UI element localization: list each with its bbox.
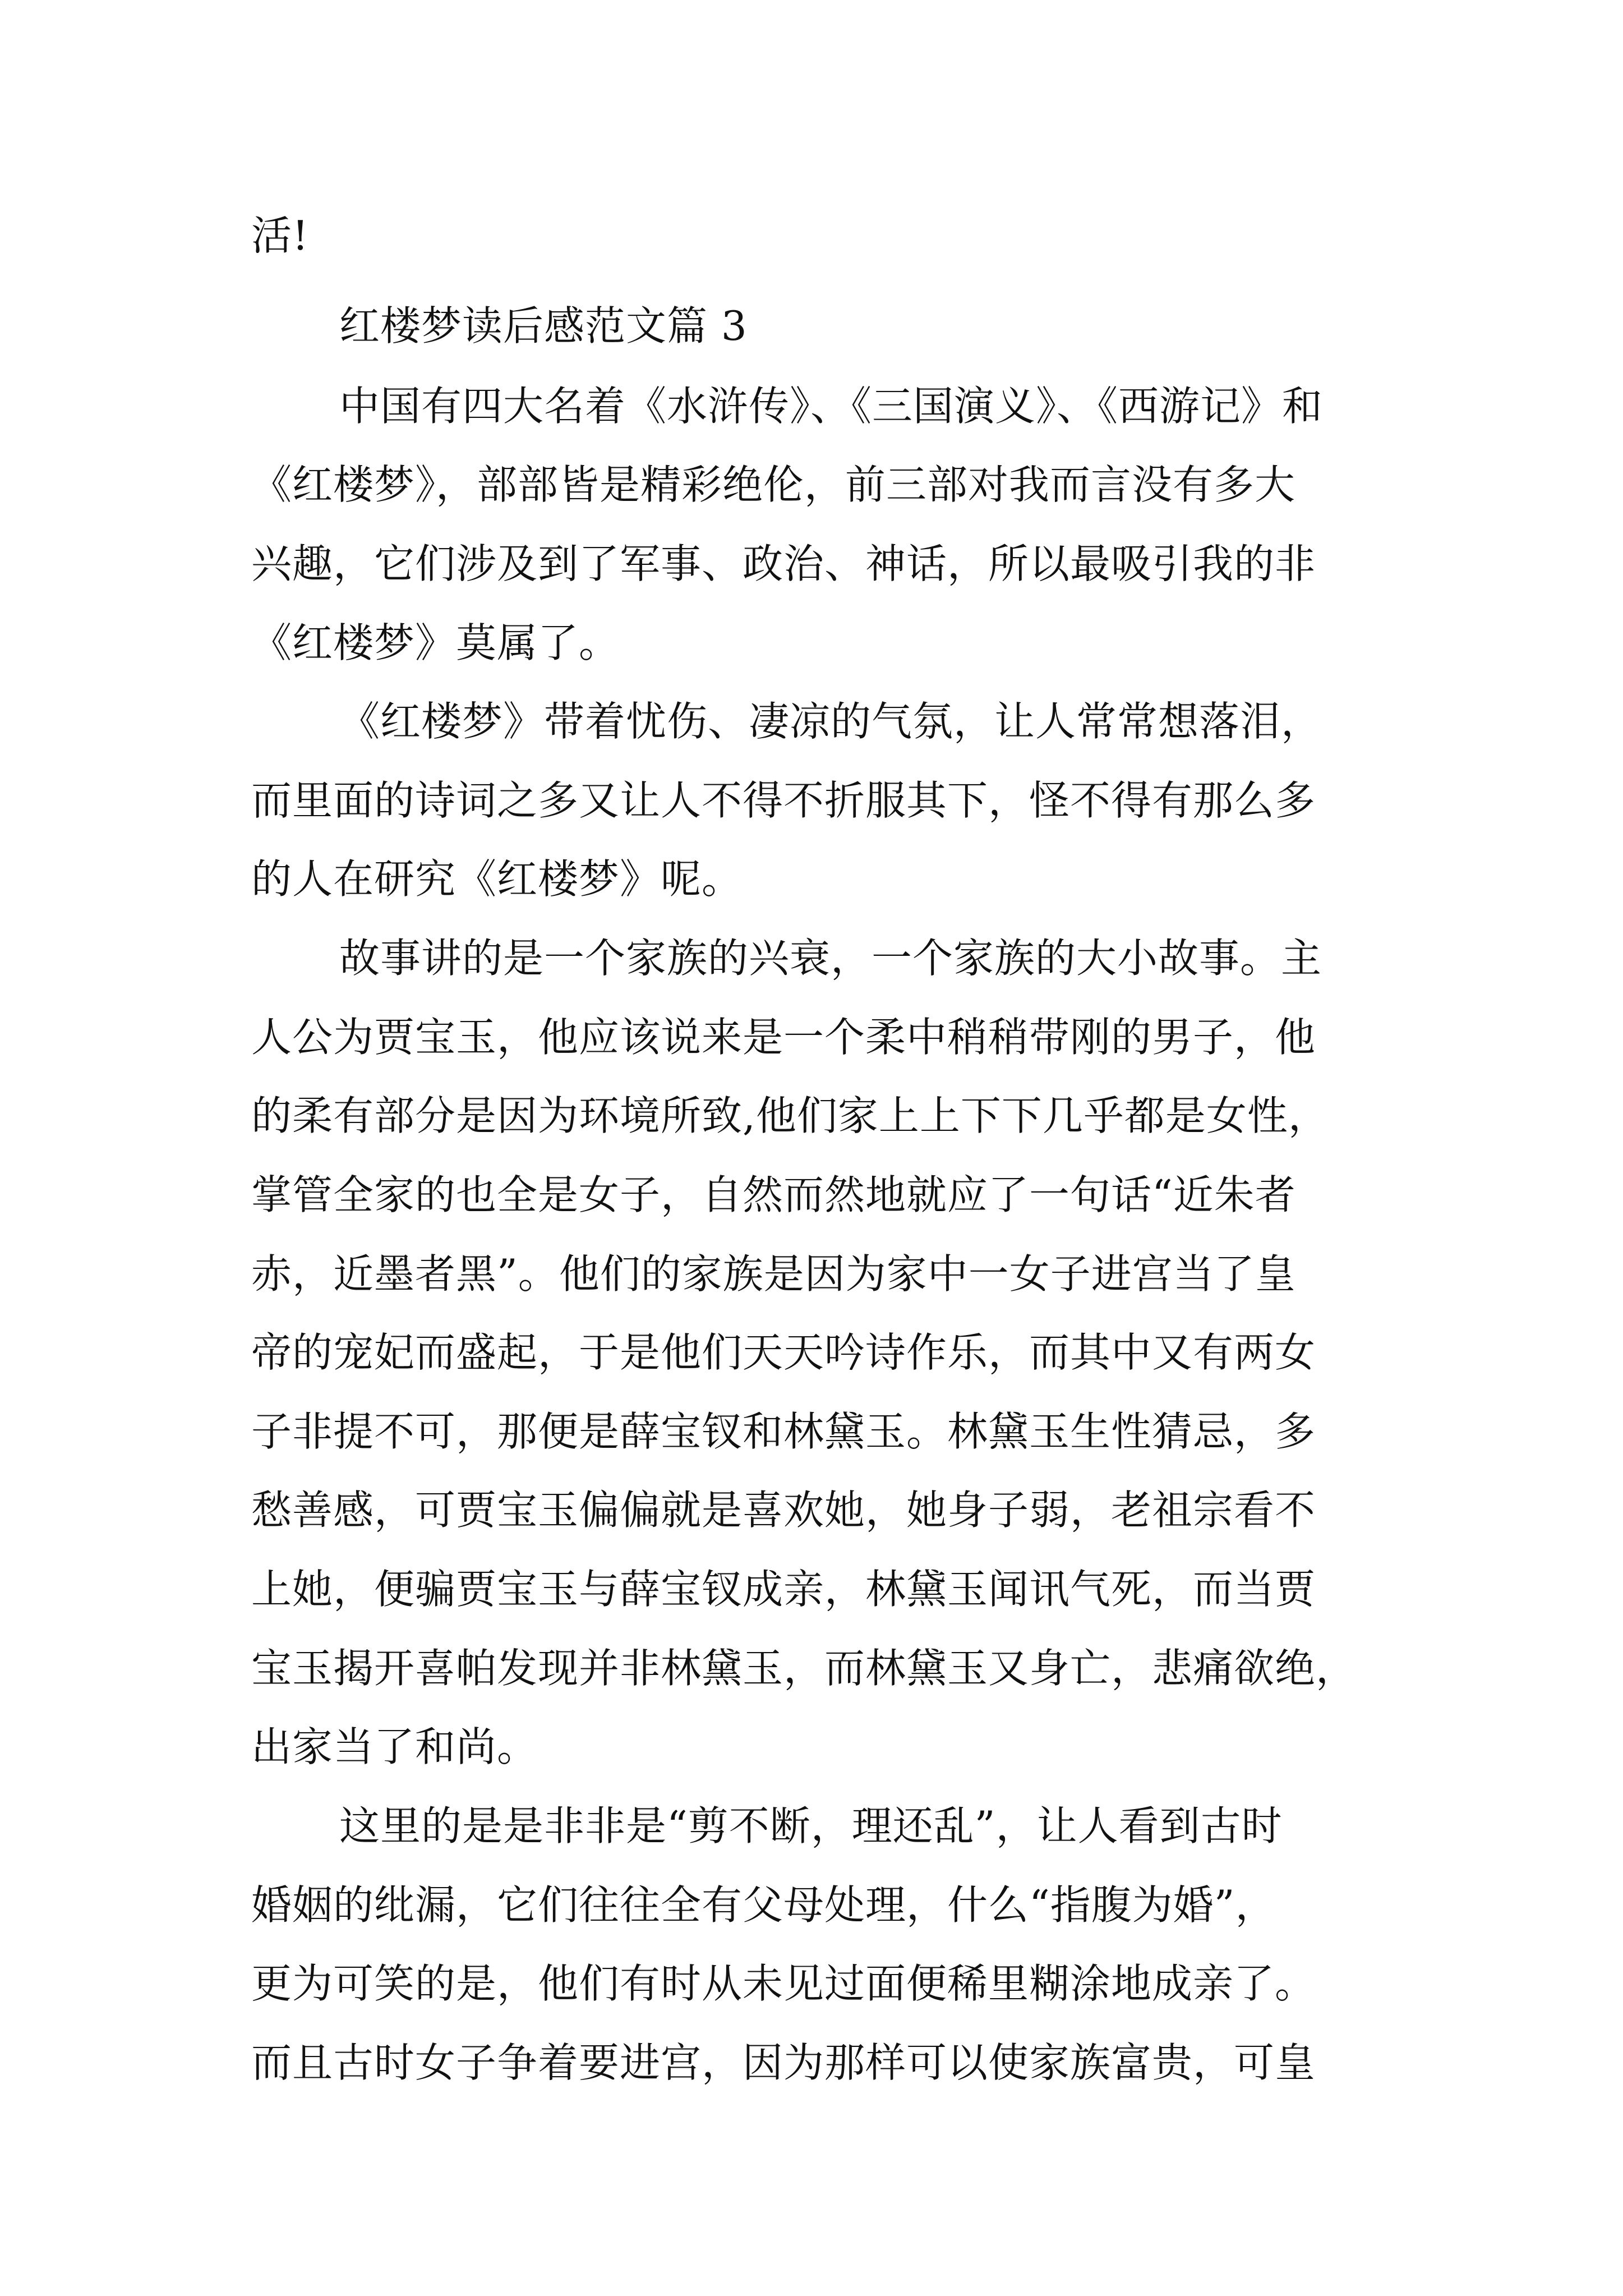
text-line: 更为可笑的是，他们有时从未见过面便稀里糊涂地成亲了。 — [251, 1960, 1316, 2007]
text-line: 《红楼梦》带着忧伤、凄凉的气氛，让人常常想落泪， — [339, 698, 1322, 745]
text-line: 出家当了和尚。 — [251, 1723, 538, 1770]
text-line: 这里的是是非非是“剪不断，理还乱”，让人看到古时 — [339, 1802, 1283, 1849]
text-line: 上她，便骗贾宝玉与薛宝钗成亲，林黛玉闻讯气死，而当贾 — [251, 1566, 1316, 1613]
text-line: 而里面的诗词之多又让人不得不折服其下，怪不得有那么多 — [251, 777, 1316, 824]
text-line: 活! — [251, 212, 309, 259]
text-line: 故事讲的是一个家族的兴衰，一个家族的大小故事。主 — [339, 935, 1322, 982]
text-line: 《红楼梦》莫属了。 — [251, 619, 620, 666]
text-line: 赤，近墨者黑”。他们的家族是因为家中一女子进宫当了皇 — [251, 1250, 1296, 1297]
text-line: 宝玉揭开喜帕发现并非林黛玉，而林黛玉又身亡，悲痛欲绝， — [251, 1645, 1357, 1692]
text-line: 中国有四大名着《水浒传》、《三国演义》、《西游记》和 — [339, 383, 1324, 430]
text-line: 的柔有部分是因为环境所致,他们家上上下下几乎都是女性， — [251, 1092, 1329, 1139]
section-heading: 红楼梦读后感范文篇 3 — [339, 302, 748, 349]
text-line: 《红楼梦》，部部皆是精彩绝伦，前三部对我而言没有多大 — [251, 461, 1296, 508]
text-line: 的人在研究《红楼梦》呢。 — [251, 855, 743, 903]
text-line: 人公为贾宝玉，他应该说来是一个柔中稍稍带刚的男子，他 — [251, 1014, 1316, 1061]
text-line: 兴趣，它们涉及到了军事、政治、神话，所以最吸引我的非 — [251, 540, 1316, 587]
text-line: 而且古时女子争着要进宫，因为那样可以使家族富贵，可皇 — [251, 2039, 1316, 2086]
text-line: 愁善感，可贾宝玉偏偏就是喜欢她，她身子弱，老祖宗看不 — [251, 1487, 1316, 1534]
text-line: 子非提不可，那便是薛宝钗和林黛玉。林黛玉生性猜忌，多 — [251, 1408, 1316, 1455]
text-line: 婚姻的纰漏，它们往往全有父母处理，什么“指腹为婚”， — [251, 1881, 1276, 1929]
text-line: 帝的宠妃而盛起，于是他们天天吟诗作乐，而其中又有两女 — [251, 1329, 1316, 1376]
text-line: 掌管全家的也全是女子，自然而然地就应了一句话“近朱者 — [251, 1171, 1296, 1218]
